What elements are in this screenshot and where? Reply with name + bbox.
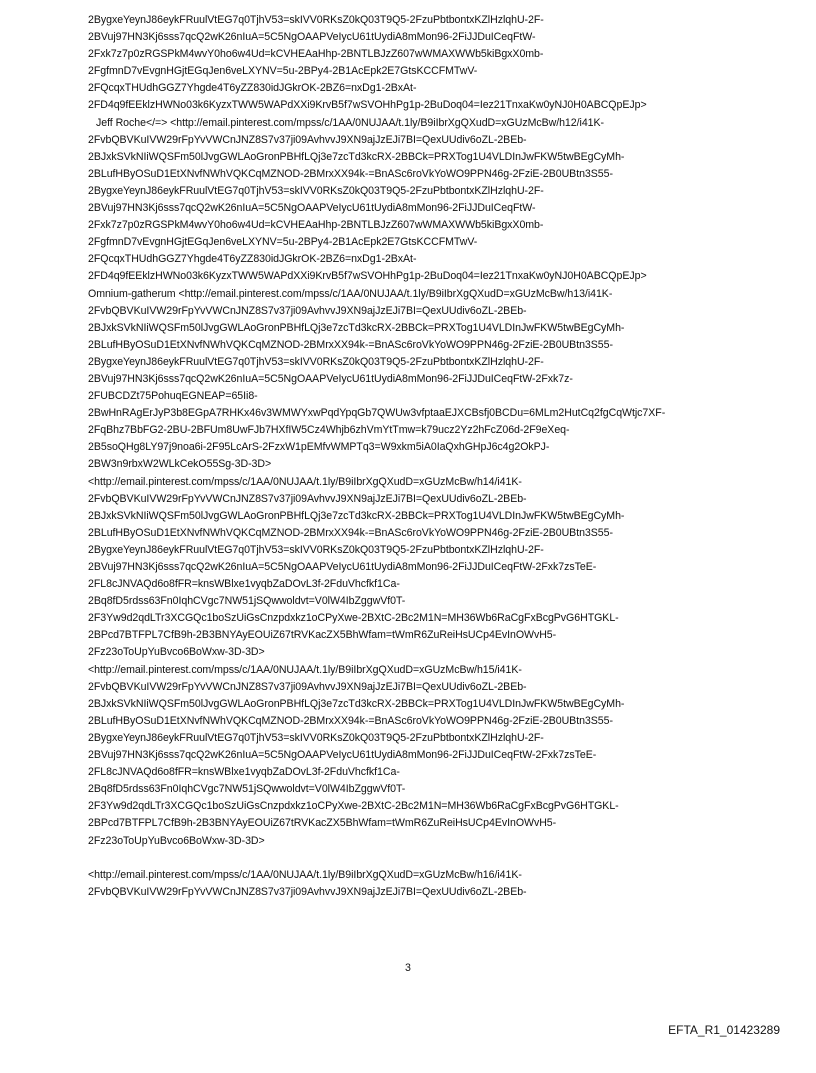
text-line: 2FgfmnD7vEvgnHGjtEGqJen6veLXYNV=5u-2BPy4-2B1AcEpk2E7GtsKCCFMTwV- <box>88 236 478 249</box>
blank-line <box>88 850 788 867</box>
text-line: 2FvbQBVKuIVW29rFpYvVWCnJNZ8S7v37ji09AvhvvJ9XN9ajJzEJi7BI=QexUUdiv6oZL-2BEb- <box>88 680 527 693</box>
text-line: 2FD4q9fEEklzHWNo03k6KyzxTWW5WAPdXXi9KrvB5f7wSVOHhPg1p-2BuDoq04=Iez21TnxaKw0yNJ0H0ABCQpEJp> <box>88 270 647 283</box>
text-line: 2FvbQBVKuIVW29rFpYvVWCnJNZ8S7v37ji09AvhvvJ9XN9ajJzEJi7BI=QexUUdiv6oZL-2BEb- <box>88 304 527 317</box>
text-line: 2BVuj97HN3Kj6sss7qcQ2wK26nIuA=5C5NgOAAPVeIycU61tUydiA8mMon96-2FiJJDuICeqFtW- <box>88 202 536 215</box>
text-line: 2BW3n9rbxW2WLkCekO55Sg-3D-3D> <box>88 458 272 471</box>
text-line: 2BVuj97HN3Kj6sss7qcQ2wK26nIuA=5C5NgOAAPVeIycU61tUydiA8mMon96-2FiJJDuICeqFtW-2Fxk7z- <box>88 372 573 385</box>
text-line: 2FL8cJNVAQd6o8fFR=knsWBlxe1vyqbZaDOvL3f-2FduVhcfkf1Ca- <box>88 766 400 779</box>
text-line: <http://email.pinterest.com/mpss/c/1AA/0NUJAA/t.1ly/B9iIbrXgQXudD=xGUzMcBw/h14/i41K- <box>88 475 522 488</box>
document-body <box>88 12 788 901</box>
text-line: 2BVuj97HN3Kj6sss7qcQ2wK26nIuA=5C5NgOAAPVeIycU61tUydiA8mMon96-2FiJJDuICeqFtW-2Fxk7zsTeE- <box>88 561 597 573</box>
text-line: 2BygxeYeynJ86eykFRuulVtEG7q0TjhV53=skIVV0RKsZ0kQ03T9Q5-2FzuPbtbontxKZlHzlqhU-2F- <box>88 14 544 26</box>
text-line <box>88 115 788 132</box>
page-number: 3 <box>405 962 411 974</box>
text-line: 2BygxeYeynJ86eykFRuulVtEG7q0TjhV53=skIVV0RKsZ0kQ03T9Q5-2FzuPbtbontxKZlHzlqhU-2F- <box>88 355 544 368</box>
text-line: 2BwHnRAgErJyP3b8EGpA7RHKx46v3WMWYxwPqdYpqGb7QWUw3vfptaaEJXCBsfj0BCDu=6MLm2HutCq2fgCqWtjc7XF- <box>88 407 666 420</box>
text-line: <http://email.pinterest.com/mpss/c/1AA/0NUJAA/t.1ly/B9iIbrXgQXudD=xGUzMcBw/h15/i41K- <box>88 663 522 676</box>
text-line: 2F3Yw9d2qdLTr3XCGQc1boSzUiGsCnzpdxkz1oCPyXwe-2BXtC-2Bc2M1N=MH36Wb6RaCgFxBcgPvG6HTGKL- <box>88 612 619 625</box>
text-line: 2BygxeYeynJ86eykFRuulVtEG7q0TjhV53=skIVV0RKsZ0kQ03T9Q5-2FzuPbtbontxKZlHzlqhU-2F- <box>88 184 544 197</box>
text-line: 2BVuj97HN3Kj6sss7qcQ2wK26nIuA=5C5NgOAAPVeIycU61tUydiA8mMon96-2FiJJDuICeqFtW-2Fxk7zsTeE- <box>88 749 597 762</box>
text-line: 2BLufHByOSuD1EtXNvfNWhVQKCqMZNOD-2BMrxXX94k-=BnASc6roVkYoWO9PPN46g-2FziE-2B0UBtn3S55- <box>88 338 613 351</box>
sender-link-text[interactable]: Jeff Roche</=> <http://email.pinterest.com/mpss/c/1AA/0NUJAA/t.1ly/B9iIbrXgQXudD=xGUzMcBw/h12/i41K- <box>96 116 604 129</box>
text-line: 2Fz23oToUpYuBvco6BoWxw-3D-3D> <box>88 646 265 659</box>
text-line: 2Bq8fD5rdss63Fn0IqhCVgc7NW51jSQwwoldvt=V0lW4IbZggwVf0T- <box>88 783 406 796</box>
text-line: Omnium-gatherum <http://email.pinterest.com/mpss/c/1AA/0NUJAA/t.1ly/B9iIbrXgQXudD=xGUzMcBw/h13/i41K- <box>88 287 613 300</box>
text-line: 2BJxkSVkNIiWQSFm50lJvgGWLAoGronPBHfLQj3e7zcTd3kcRX-2BBCk=PRXTog1U4VLDInJwFKW5twBEgCyMh- <box>88 150 625 163</box>
text-line: 2Fxk7z7p0zRGSPkM4wvY0ho6w4Ud=kCVHEAaHhp-2BNTLBJzZ607wWMAXWWb5kiBgxX0mb- <box>88 219 544 232</box>
text-line: 2BJxkSVkNIiWQSFm50lJvgGWLAoGronPBHfLQj3e7zcTd3kcRX-2BBCk=PRXTog1U4VLDInJwFKW5twBEgCyMh- <box>88 697 625 710</box>
text-line: 2FQcqxTHUdhGGZ7Yhgde4T6yZZ830idJGkrOK-2BZ6=nxDg1-2BxAt- <box>88 82 417 95</box>
text-line: 2FQcqxTHUdhGGZ7Yhgde4T6yZZ830idJGkrOK-2BZ6=nxDg1-2BxAt- <box>88 253 417 266</box>
text-line: <http://email.pinterest.com/mpss/c/1AA/0NUJAA/t.1ly/B9iIbrXgQXudD=xGUzMcBw/h16/i41K- <box>88 868 522 881</box>
text-line: 2BygxeYeynJ86eykFRuulVtEG7q0TjhV53=skIVV0RKsZ0kQ03T9Q5-2FzuPbtbontxKZlHzlqhU-2F- <box>88 543 544 556</box>
text-line: 2FD4q9fEEklzHWNo03k6KyzxTWW5WAPdXXi9KrvB5f7wSVOHhPg1p-2BuDoq04=Iez21TnxaKw0yNJ0H0ABCQpEJp> <box>88 99 647 112</box>
text-line: 2FgfmnD7vEvgnHGjtEGqJen6veLXYNV=5u-2BPy4-2B1AcEpk2E7GtsKCCFMTwV- <box>88 65 478 78</box>
text-line: 2FvbQBVKuIVW29rFpYvVWCnJNZ8S7v37ji09AvhvvJ9XN9ajJzEJi7BI=QexUUdiv6oZL-2BEb- <box>88 492 527 505</box>
text-line: 2BJxkSVkNIiWQSFm50lJvgGWLAoGronPBHfLQj3e7zcTd3kcRX-2BBCk=PRXTog1U4VLDInJwFKW5twBEgCyMh- <box>88 509 625 522</box>
text-line: 2BPcd7BTFPL7CfB9h-2B3BNYAyEOUiZ67tRVKacZX5BhWfam=tWmR6ZuReiHsUCp4EvInOWvH5- <box>88 817 557 830</box>
text-line: 2BPcd7BTFPL7CfB9h-2B3BNYAyEOUiZ67tRVKacZX5BhWfam=tWmR6ZuReiHsUCp4EvInOWvH5- <box>88 629 557 642</box>
text-line: 2BygxeYeynJ86eykFRuulVtEG7q0TjhV53=skIVV0RKsZ0kQ03T9Q5-2FzuPbtbontxKZlHzlqhU-2F- <box>88 731 544 744</box>
text-line: 2Fz23oToUpYuBvco6BoWxw-3D-3D> <box>88 834 265 847</box>
text-line: 2FUBCDZt75PohuqEGNEAP=65Ii8- <box>88 390 258 403</box>
text-line: 2FvbQBVKuIVW29rFpYvVWCnJNZ8S7v37ji09AvhvvJ9XN9ajJzEJi7BI=QexUUdiv6oZL-2BEb- <box>88 885 527 898</box>
text-line: 2BLufHByOSuD1EtXNvfNWhVQKCqMZNOD-2BMrxXX94k-=BnASc6roVkYoWO9PPN46g-2FziE-2B0UBtn3S55- <box>88 526 613 539</box>
text-line: 2BVuj97HN3Kj6sss7qcQ2wK26nIuA=5C5NgOAAPVeIycU61tUydiA8mMon96-2FiJJDuICeqFtW- <box>88 31 536 44</box>
text-line: 2FqBhz7BbFG2-2BU-2BFUm8UwFJb7HXfIW5Cz4Whjb6zhVmYtTmw=k79ucz2Yz2hFcZ06d-2F9eXeq- <box>88 424 570 437</box>
text-line: 2F3Yw9d2qdLTr3XCGQc1boSzUiGsCnzpdxkz1oCPyXwe-2BXtC-2Bc2M1N=MH36Wb6RaCgFxBcgPvG6HTGKL- <box>88 800 619 813</box>
text-line: 2B5soQHg8LY97j9noa6i-2F95LcArS-2FzxW1pEMfvWMPTq3=W9xkm5iA0IaQxhGHpJ6c4g2OkPJ- <box>88 441 550 454</box>
text-line: 2BLufHByOSuD1EtXNvfNWhVQKCqMZNOD-2BMrxXX94k-=BnASc6roVkYoWO9PPN46g-2FziE-2B0UBtn3S55- <box>88 714 613 727</box>
text-line: 2BLufHByOSuD1EtXNvfNWhVQKCqMZNOD-2BMrxXX94k-=BnASc6roVkYoWO9PPN46g-2FziE-2B0UBtn3S55- <box>88 167 613 180</box>
text-line: 2FL8cJNVAQd6o8fFR=knsWBlxe1vyqbZaDOvL3f-2FduVhcfkf1Ca- <box>88 578 400 591</box>
bates-number: EFTA_R1_01423289 <box>668 1023 780 1037</box>
text-line: 2FvbQBVKuIVW29rFpYvVWCnJNZ8S7v37ji09AvhvvJ9XN9ajJzEJi7BI=QexUUdiv6oZL-2BEb- <box>88 133 527 146</box>
text-line: 2Bq8fD5rdss63Fn0IqhCVgc7NW51jSQwwoldvt=V0lW4IbZggwVf0T- <box>88 595 406 608</box>
text-line: 2BJxkSVkNIiWQSFm50lJvgGWLAoGronPBHfLQj3e7zcTd3kcRX-2BBCk=PRXTog1U4VLDInJwFKW5twBEgCyMh- <box>88 321 625 334</box>
text-line: 2Fxk7z7p0zRGSPkM4wvY0ho6w4Ud=kCVHEAaHhp-2BNTLBJzZ607wWMAXWWb5kiBgxX0mb- <box>88 48 544 61</box>
